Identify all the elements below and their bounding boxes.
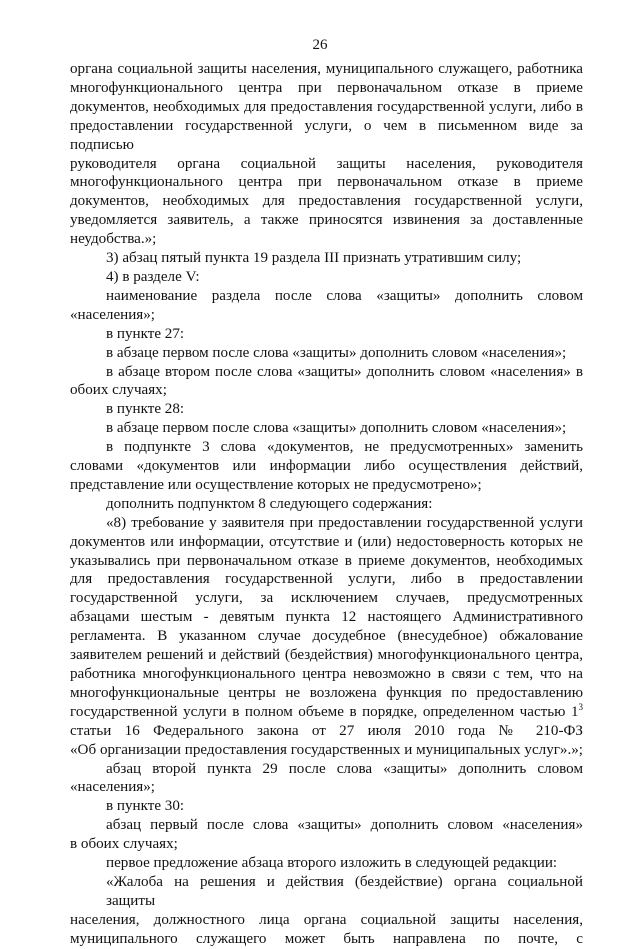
text-line (70, 533, 583, 552)
text-line (70, 306, 583, 325)
text-line-content: первое предложение абзаца второго изложить в следующей редакции: (106, 855, 558, 872)
text-line-content: руководителя органа социальной защиты населения, руководителя (70, 155, 583, 172)
text-line (70, 457, 583, 476)
text-line (70, 589, 583, 608)
text-line-content: 3) абзац пятый пункта 19 раздела III признать утратившим силу; (106, 250, 522, 267)
text-line (70, 911, 583, 930)
text-line-content: в абзаце первом после слова «защиты» дополнить словом «населения»; (106, 344, 567, 361)
text-line-content: дополнить подпунктом 8 следующего содержания: (106, 495, 433, 512)
text-line (70, 703, 583, 722)
text-line-content: многофункциональные центры не возложена функция по предоставлению (70, 684, 583, 701)
text-line (70, 495, 583, 514)
page-number: 26 (312, 37, 328, 53)
text-line (70, 835, 583, 854)
text-line (70, 381, 583, 400)
text-line (70, 249, 583, 268)
text-line-content: «Жалоба на решения и действия (бездействие) органа социальной защиты (106, 873, 583, 909)
text-line (70, 192, 583, 211)
text-line (70, 400, 583, 419)
text-line-content: в пункте 28: (106, 401, 185, 418)
text-line (70, 230, 583, 249)
text-line-content: регламента. В указанном случае досудебное (внесудебное) обжалование (70, 628, 583, 645)
text-line (70, 363, 583, 382)
text-line-content: органа социальной защиты населения, муниципального служащего, работника (70, 61, 583, 77)
text-line-content: словами «документов или информации либо осуществления действий, (70, 458, 583, 475)
text-line (70, 419, 583, 438)
text-line-content: абзац первый после слова «защиты» дополнить словом «населения» (106, 817, 583, 834)
text-line (70, 514, 583, 533)
text-line-content: муниципального служащего может быть направлена по почте, с (70, 930, 583, 947)
text-line-content: документов, необходимых для предоставления государственной услуги, (70, 193, 583, 210)
text-line-content: многофункционального центра при первоначальном отказе в приеме (70, 79, 583, 96)
text-line-content: в пункте 30: (106, 798, 185, 815)
text-line-content: для предоставления государственной услуги, либо в предоставлении (70, 571, 583, 588)
text-line-content: «Об организации предоставления государственных и муниципальных услуг».»; (70, 741, 583, 758)
text-line (70, 287, 583, 306)
text-line-content: уведомляется заявитель, а также приносятся извинения за доставленные (70, 212, 583, 229)
text-line (70, 438, 583, 457)
text-line (70, 325, 583, 344)
text-line-content: населения, должностного лица органа социальной защиты населения, (70, 911, 583, 928)
text-line (70, 722, 583, 741)
text-line-content: государственной услуги, за исключением случаев, предусмотренных (70, 590, 583, 607)
text-line (70, 552, 583, 571)
text-line-content: указывались при первоначальном отказе в приеме документов, необходимых (70, 552, 583, 569)
text-line (70, 344, 583, 363)
text-line (70, 98, 583, 117)
text-line-content: статьи 16 Федерального закона от 27 июля 2010 года № 210-ФЗ (70, 722, 583, 739)
text-line-content: наименование раздела после слова «защиты» дополнить словом (106, 287, 583, 304)
text-line-content: заявителем решений и действий (бездействия) многофункционального центра, (70, 647, 583, 664)
text-line-content: в обоих случаях; (70, 836, 178, 853)
text-line (70, 665, 583, 684)
text-line (70, 155, 583, 174)
text-line-content: в пункте 27: (106, 325, 185, 342)
text-line (70, 608, 583, 627)
text-line (70, 117, 583, 155)
text-line (70, 476, 583, 495)
text-line-content: государственной услуги в полном объеме в порядке, определенном частью 1 (70, 703, 579, 720)
text-line (70, 627, 583, 646)
text-line-content: в абзаце первом после слова «защиты» дополнить словом «населения»; (106, 420, 567, 437)
text-line-content: «населения»; (70, 306, 155, 323)
text-line-content: работника многофункционального центра невозможно в связи с тем, что на (70, 666, 583, 682)
text-line (70, 570, 583, 589)
text-line (70, 760, 583, 779)
text-line-content: многофункционального центра при первоначальном отказе в приеме (70, 174, 583, 191)
text-line (70, 797, 583, 816)
text-line (70, 646, 583, 665)
text-line (70, 79, 583, 98)
text-line (70, 173, 583, 192)
text-line-content: в подпункте 3 слова «документов, не предусмотренных» заменить (106, 439, 583, 456)
text-line (70, 60, 583, 79)
text-line-content: абзацами шестым - девятым пункта 12 настоящего Административного (70, 609, 583, 626)
text-line (70, 211, 583, 230)
text-line (70, 268, 583, 287)
text-line-content: обоих случаях; (70, 382, 167, 399)
text-line-content: «8) требование у заявителя при предоставлении государственной услуги (106, 514, 583, 531)
text-line-content: неудобства.»; (70, 231, 157, 248)
text-line (70, 684, 583, 703)
text-line-content: «населения»; (70, 779, 155, 796)
text-line (70, 741, 583, 760)
text-line-content: представление или осуществление которых не предусмотрено»; (70, 476, 482, 493)
text-line (70, 816, 583, 835)
text-line (70, 854, 583, 873)
text-line-content: абзац второй пункта 29 после слова «защиты» дополнить словом (106, 760, 583, 777)
text-line-content: в абзаце втором после слова «защиты» дополнить словом «населения» в (106, 363, 583, 380)
text-line-content: документов или информации, отсутствие и (или) недостоверность которых не (70, 533, 583, 550)
body-text (70, 60, 583, 949)
text-line (70, 778, 583, 797)
text-line-content: предоставлении государственной услуги, о чем в письменном виде за подписью (70, 117, 583, 153)
text-line-content: документов, необходимых для предоставления государственной услуги, либо в (70, 98, 583, 115)
text-line-content: 4) в разделе V: (106, 268, 200, 285)
superscript: 3 (578, 701, 583, 712)
text-line (70, 930, 583, 949)
text-line (70, 873, 583, 911)
